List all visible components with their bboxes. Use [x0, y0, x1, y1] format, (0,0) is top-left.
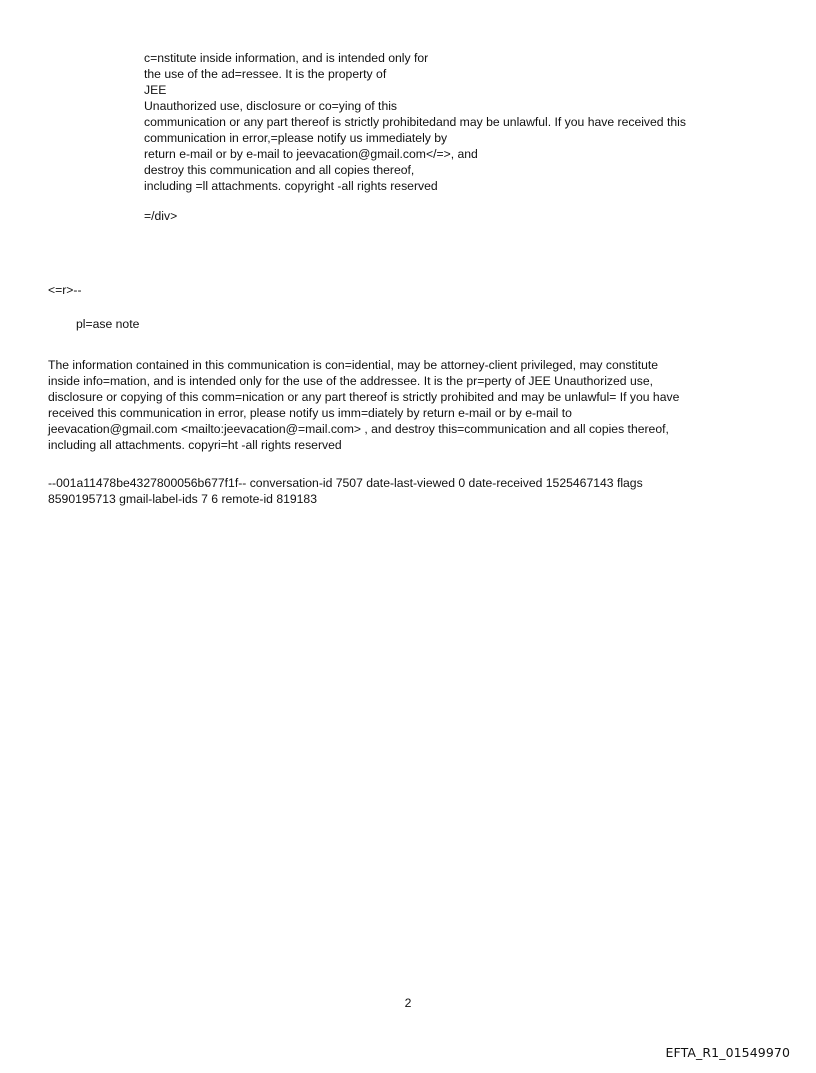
closing-div-tag: =/div>: [144, 209, 178, 223]
disclaimer-line: destroy this communication and all copies thereof,: [144, 163, 415, 177]
spacer: [144, 194, 784, 208]
br-tag-line: <=r>--: [48, 283, 82, 297]
disclaimer-line: including =ll attachments. copyright -all rights reserved: [144, 179, 438, 193]
paragraph-line: The information contained in this communication is con=idential, may be attorney-client privileged, may constitute: [48, 358, 659, 372]
page-number: 2: [404, 996, 412, 1010]
disclaimer-line: communication in error,=please notify us immediately by: [144, 131, 448, 145]
disclaimer-line: the use of the ad=ressee. It is the property of: [144, 67, 387, 81]
confidentiality-paragraph: [48, 357, 768, 453]
message-metadata-paragraph: [48, 475, 768, 507]
paragraph-line: disclosure or copying of this comm=nication or any part thereof is strictly prohibited and may be unlawful= If you have: [48, 390, 680, 404]
disclaimer-line: communication or any part thereof is strictly prohibitedand may be unlawful. If you have received this: [144, 115, 686, 129]
disclaimer-line: return e-mail or by e-mail to jeevacation@gmail.com</=>, and: [144, 147, 478, 161]
paragraph-line: including all attachments. copyri=ht -all rights reserved: [48, 438, 342, 452]
metadata-line: --001a11478be4327800056b677f1f-- conversation-id 7507 date-last-viewed 0 date-received 1525467143 flags: [48, 476, 643, 490]
document-id-stamp: EFTA_R1_01549970: [665, 1045, 790, 1060]
quoted-disclaimer-block: [144, 50, 784, 224]
paragraph-line: jeevacation@gmail.com <mailto:jeevacation@=mail.com> , and destroy this=communication and all copies thereof,: [48, 422, 669, 436]
disclaimer-line: Unauthorized use, disclosure or co=ying of this: [144, 99, 398, 113]
disclaimer-line: c=nstitute inside information, and is intended only for: [144, 51, 429, 65]
metadata-line: 8590195713 gmail-label-ids 7 6 remote-id 819183: [48, 492, 317, 506]
paragraph-line: received this communication in error, please notify us imm=diately by return e-mail or by e-mail to: [48, 406, 572, 420]
disclaimer-line: JEE: [144, 83, 167, 97]
paragraph-line: inside info=mation, and is intended only for the use of the addressee. It is the pr=perty of JEE Unauthorized use,: [48, 374, 654, 388]
note-heading: pl=ase note: [76, 317, 140, 331]
